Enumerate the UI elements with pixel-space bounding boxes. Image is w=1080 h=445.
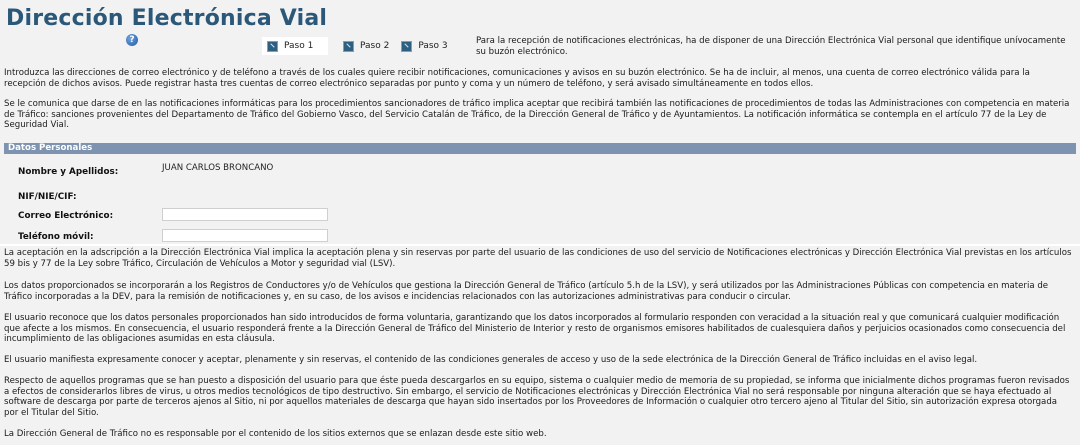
legal-paragraph-2: Los datos proporcionados se incorporarán a los Registros de Conductores y/o de Vehículos que gestiona la Dirección General de Tráfico (artículo 5.h de la LSV), y será utilizados por las Administraciones Públicas con competencia en materia de Tráfico incorporadas a la DEV, para la remisión de notificaciones y, en su caso, de los avisos e incidencias relacionados con las autorizaciones administrativas para conducir o circular.: [4, 281, 1049, 302]
personal-data-form: [4, 154, 1076, 244]
step-3[interactable]: [396, 37, 452, 55]
step-navigation: [262, 37, 453, 55]
name-value: JUAN CARLOS BRONCANO: [162, 163, 274, 173]
legal-paragraph-5: Respecto de aquellos programas que se han puesto a disposición del usuario para que éste pueda descargarlos en su equipo, sistema o cualquier medio de memoria de su propiedad, se informa que inicialmente dichos programas fueron revisados a efectos de considerarlos libres de virus, u otros medios tecnológicos de tipo destructivo. Sin embargo, el servicio de Notificaciones electrónicas y Dirección Electrónica Vial no será responsable por ninguna alteración que se haya efectuado al software de descarga por parte de terceros ajenos al Sitio, ni por aquellos materiales de descarga que hayan sido insertados por los Proveedores de Información o cualquier otro tercero ajeno al Titular del Sitio, sin autorización expresa otorgada por el Titular del Sitio.: [4, 376, 1070, 418]
help-icon[interactable]: ?: [126, 34, 138, 46]
arrow-icon: [267, 41, 278, 52]
step-2[interactable]: [338, 37, 394, 55]
intro-paragraph-2: Se le comunica que darse de en las notificaciones informáticas para los procedimientos sancionadores de tráfico implica aceptar que recibirá también las notificaciones de procedimientos de todas las Administraciones con competencia en materia de Tráfico: sanciones provenientes del Departamento de Tráfico del Gobierno Vasco, del Servicio Catalán de Tráfico, de la Dirección General de Tráfico y de Ayuntamientos. La notificación informática se contempla en el artículo 77 de la Ley de Seguridad Vial.: [4, 99, 1070, 131]
legal-paragraph-1: La aceptación en la adscripción a la Dirección Electrónica Vial implica la aceptación plena y sin reservas por parte del usuario de las condiciones de uso del servicio de Notificaciones electrónicas y Dirección Electrónica Vial previstas en los artículos 59 bis y 77 de la Ley sobre Tráfico, Circulación de Vehículos a Motor y seguridad vial (LSV).: [4, 248, 1072, 269]
legal-paragraph-6: La Dirección General de Tráfico no es responsable por el contenido de los sitios externos que se enlazan desde este sitio web.: [4, 429, 547, 439]
step-1[interactable]: [262, 37, 328, 55]
page-title: Dirección Electrónica Vial: [6, 6, 328, 31]
legal-paragraph-3: El usuario reconoce que los datos personales proporcionados han sido introducidos de forma voluntaria, garantizando que los datos incorporados al formulario responden con veracidad a la situación real y que comunicará cualquier modificación que afecte a los mismos. En consecuencia, el usuario responderá frente a la Dirección General de Tráfico del Ministerio de Interior y resto de organismos emisores habilitados de cualesquiera daños y perjuicios ocasionados como consecuencia del incumplimiento de las obligaciones asumidas en esta cláusula.: [4, 313, 1066, 345]
step-label: Paso 3: [418, 41, 448, 51]
step-label: Paso 1: [284, 41, 314, 51]
legal-paragraph-4: El usuario manifiesta expresamente conocer y aceptar, plenamente y sin reservas, el contenido de las condiciones generales de acceso y uso de la sede electrónica de la Dirección General de Tráfico incluidas en el aviso legal.: [4, 355, 978, 365]
phone-input[interactable]: [162, 229, 328, 242]
intro-paragraph-1: Introduzca las direcciones de correo electrónico y de teléfono a través de los cuales quiere recibir notificaciones, comunicaciones y avisos en su buzón electrónico. Se ha de incluir, al menos, una cuenta de correo electrónico válida para la recepción de dichos avisos. Puede registrar hasta tres cuentas de correo electrónico separadas por punto y coma y un número de teléfono, y será avisado simultáneamente en todos ellos.: [4, 68, 1030, 89]
step-label: Paso 2: [360, 41, 390, 51]
email-label: Correo Electrónico:: [18, 211, 114, 221]
arrow-icon: [343, 41, 354, 52]
email-input[interactable]: [162, 208, 328, 221]
divider: [0, 244, 1080, 246]
steps-intro-text: Para la recepción de notificaciones electrónicas, ha de disponer de una Dirección Electrónica Vial personal que identifique unívocamente su buzón electrónico.: [476, 36, 1066, 57]
arrow-icon: [401, 41, 412, 52]
nif-label: NIF/NIE/CIF:: [18, 192, 77, 202]
name-label: Nombre y Apellidos:: [18, 167, 119, 177]
phone-label: Teléfono móvil:: [18, 232, 94, 242]
section-header-personal-data: Datos Personales: [4, 143, 1076, 154]
